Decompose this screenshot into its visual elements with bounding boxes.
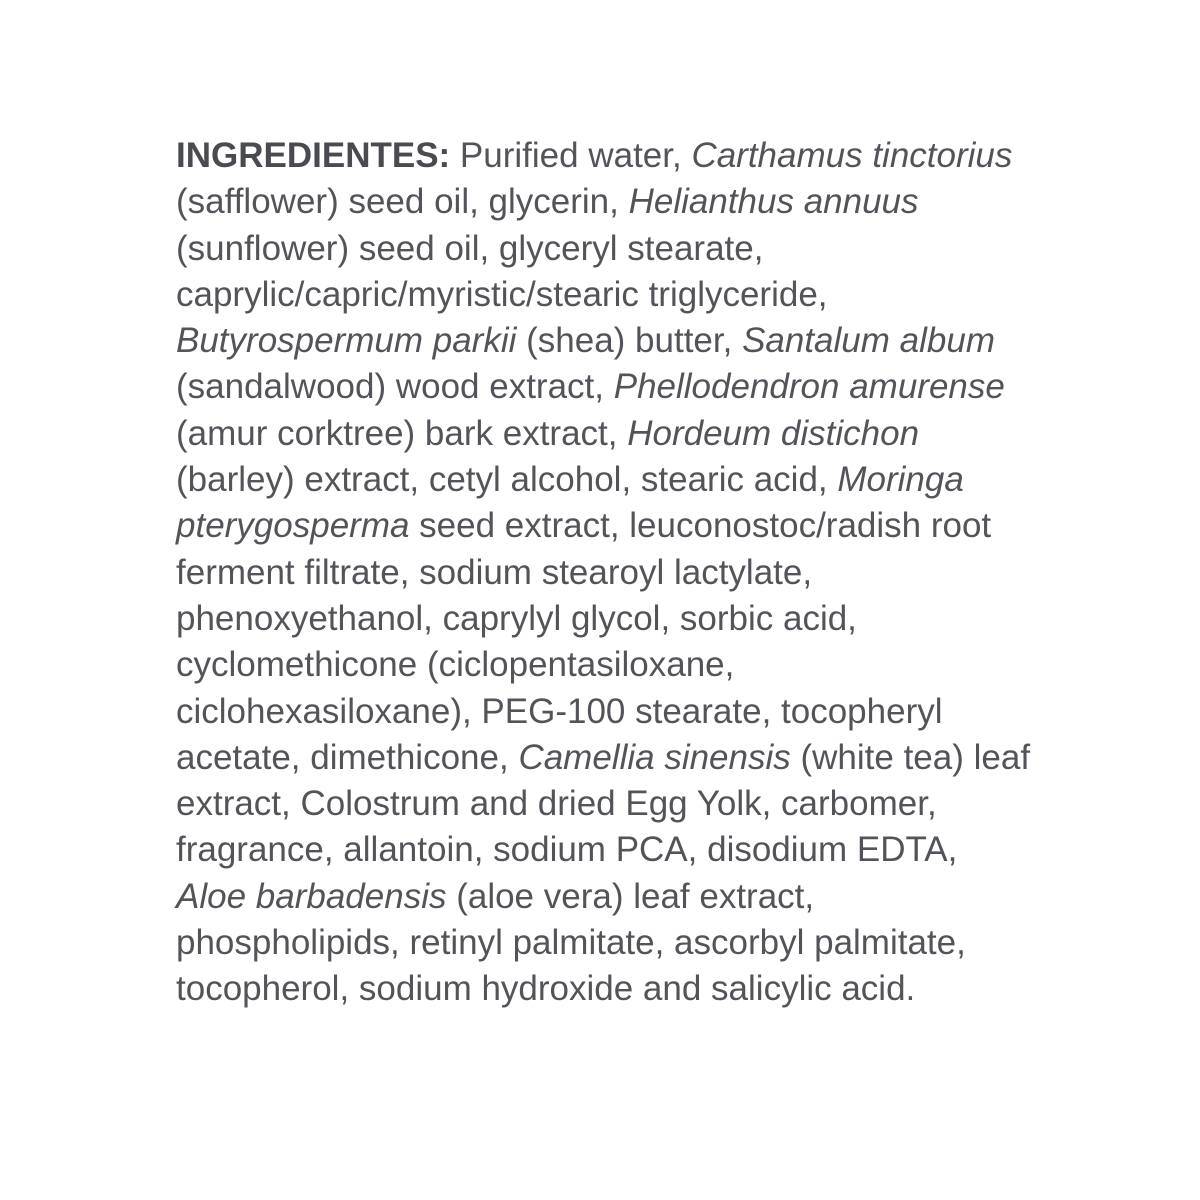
ingredient-text: (sunflower) seed oil, glyceryl stearate, caprylic/capric/myristic/stearic triglyceride,	[176, 228, 828, 314]
ingredients-heading: INGREDIENTES:	[176, 136, 451, 175]
ingredient-scientific-name: Carthamus tinctorius	[691, 136, 1013, 175]
ingredient-text: (safflower) seed oil, glycerin,	[176, 182, 629, 222]
ingredient-text: (sandalwood) wood extract,	[176, 367, 614, 407]
ingredient-text: (white tea) leaf extract, Colostrum and dried Egg Yolk, carbomer, fragrance, allantoin, sodium PCA, disodium EDTA,	[176, 737, 1031, 870]
ingredient-text: (barley) extract, cetyl alcohol, stearic acid,	[176, 460, 838, 500]
ingredient-scientific-name: Phellodendron amurense	[613, 367, 1005, 407]
ingredient-scientific-name: Moringa pterygosperma	[176, 460, 964, 546]
ingredient-scientific-name: Butyrospermum parkii	[176, 321, 517, 361]
ingredient-text: (shea) butter,	[516, 321, 743, 361]
ingredients-paragraph	[176, 133, 1036, 1013]
ingredient-scientific-name: Aloe barbadensis	[176, 876, 447, 916]
ingredient-scientific-name: Camellia sinensis	[518, 737, 791, 777]
ingredient-text: (amur corktree) bark extract,	[176, 413, 628, 453]
ingredient-text: (aloe vera) leaf extract, phospholipids, retinyl palmitate, ascorbyl palmitate, tocopherol, sodium hydroxide and salicylic acid.	[176, 876, 966, 1009]
ingredient-scientific-name: Hordeum distichon	[627, 413, 920, 453]
ingredient-scientific-name: Helianthus annuus	[628, 182, 919, 222]
ingredient-scientific-name: Santalum album	[742, 321, 995, 361]
ingredient-text: Purified water,	[450, 136, 692, 175]
ingredient-text: seed extract, leuconostoc/radish root ferment filtrate, sodium stearoyl lactylate, phenoxyethanol, caprylyl glycol, sorbic acid, cyclomethicone (ciclopentasiloxane, ciclohexasiloxane), PEG-100 stearate, tocopheryl acetate, dimethicone,	[176, 506, 992, 777]
